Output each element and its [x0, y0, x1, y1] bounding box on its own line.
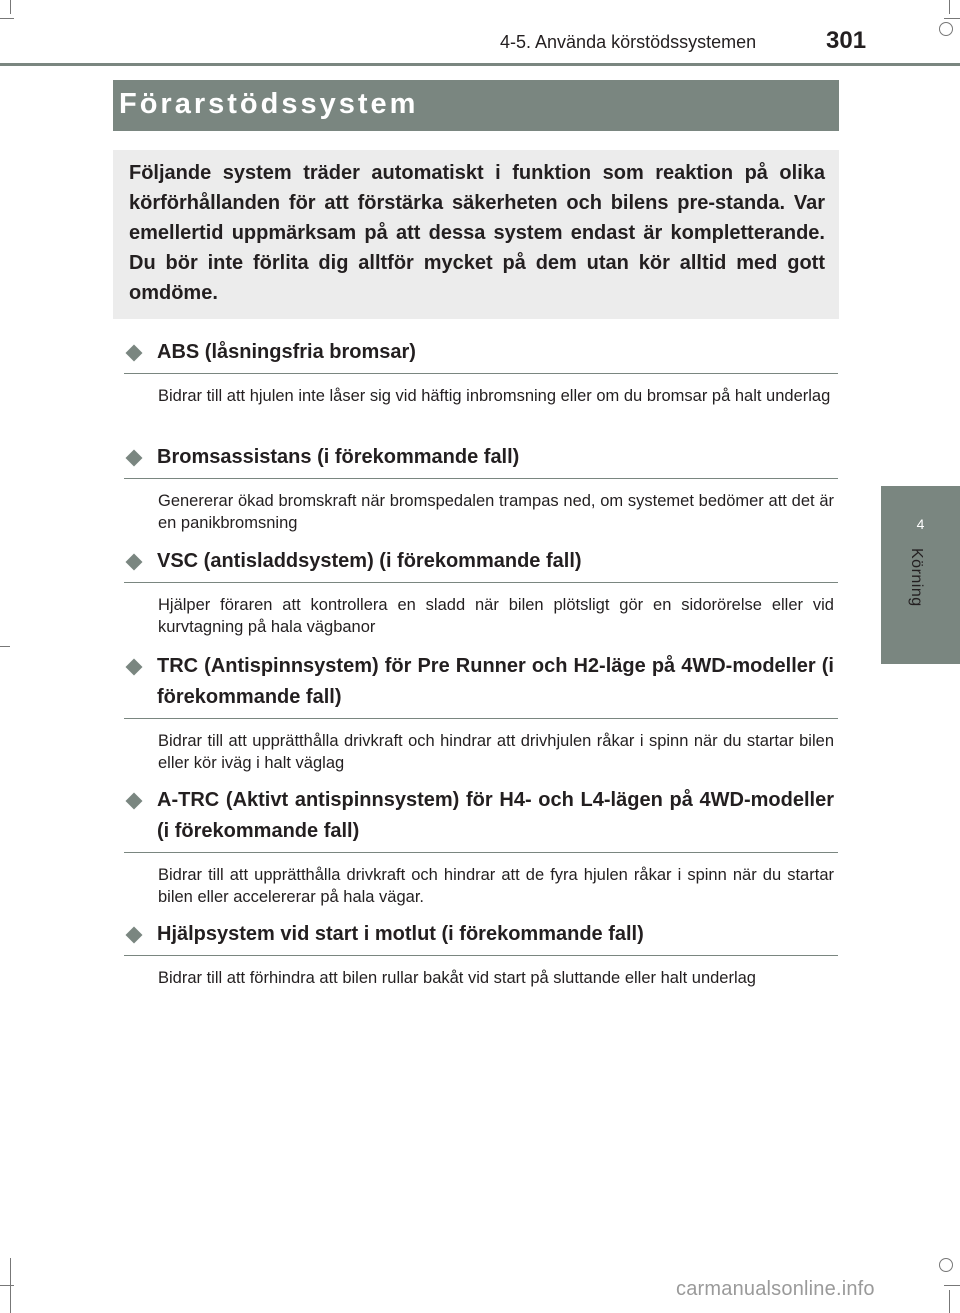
registration-mark — [939, 1258, 953, 1272]
crop-mark — [0, 1285, 14, 1286]
watermark: carmanualsonline.info — [676, 1278, 875, 1300]
feature-heading-text: ABS (låsningsfria bromsar) — [157, 341, 416, 363]
intro-text: Följande system träder automatiskt i funktion som reaktion på olika körförhållanden för att förstärka säkerheten och bilens pre-standa. Var emellertid uppmärksam på att dessa system endast är kompletterande. Du bör inte förlita dig alltför mycket på dem utan kör alltid med gott omdöme. — [129, 162, 825, 304]
feature-heading — [124, 651, 838, 713]
crop-mark — [949, 0, 950, 14]
heading-rule — [124, 582, 838, 583]
chapter-number: 4 — [916, 516, 925, 532]
diamond-bullet-icon — [126, 659, 142, 675]
crop-mark — [944, 18, 960, 19]
heading-rule — [124, 373, 838, 374]
section-title-bar — [113, 80, 839, 131]
diamond-bullet-icon — [126, 927, 142, 943]
diamond-bullet-icon — [126, 554, 142, 570]
feature-item-abs — [124, 337, 838, 407]
crop-mark — [0, 18, 14, 19]
running-header-section: 4-5. Använda körstödssystemen — [500, 32, 757, 52]
feature-description: Bidrar till att upprätthålla drivkraft och hindrar att de fyra hjulen råkar i spinn när du startar bilen eller accelererar på hala vägar. — [158, 866, 834, 906]
feature-heading-text: Hjälpsystem vid start i motlut (i förekommande fall) — [157, 923, 644, 945]
registration-mark — [939, 22, 953, 36]
feature-item-vsc — [124, 546, 838, 638]
heading-rule — [124, 852, 838, 853]
crop-mark — [0, 646, 10, 647]
heading-rule — [124, 718, 838, 719]
diamond-bullet-icon — [126, 793, 142, 809]
feature-description: Genererar ökad bromskraft när bromspedalen trampas ned, om systemet bedömer att det är en panikbromsning — [158, 492, 834, 532]
feature-description: Hjälper föraren att kontrollera en sladd när bilen plötsligt gör en sidorörelse eller vid kurvtagning på hala vägbanor — [158, 596, 834, 636]
heading-rule — [124, 478, 838, 479]
feature-item-hill-start — [124, 919, 838, 989]
page-number: 301 — [826, 27, 867, 54]
feature-item-trc — [124, 651, 838, 774]
feature-heading — [124, 337, 838, 368]
feature-item-brake-assist — [124, 442, 838, 534]
feature-heading — [124, 919, 838, 950]
intro-box — [113, 150, 839, 319]
feature-heading-text: VSC (antisladdsystem) (i förekommande fall) — [157, 550, 582, 572]
chapter-label: Körning — [908, 548, 925, 607]
crop-mark — [10, 0, 11, 14]
feature-description: Bidrar till att förhindra att bilen rullar bakåt vid start på sluttande eller halt underlag — [158, 969, 756, 987]
crop-mark — [949, 1290, 950, 1313]
feature-heading — [124, 442, 838, 473]
feature-item-a-trc — [124, 785, 838, 908]
feature-heading — [124, 546, 838, 577]
feature-description: Bidrar till att hjulen inte låser sig vid häftig inbromsning eller om du bromsar på halt underlag — [158, 387, 831, 405]
feature-heading-text: TRC (Antispinnsystem) för Pre Runner och H2-läge på 4WD-modeller (i förekommande fall) — [157, 655, 834, 708]
feature-heading — [124, 785, 838, 847]
header-rule — [0, 63, 960, 66]
diamond-bullet-icon — [126, 345, 142, 361]
feature-heading-text: A-TRC (Aktivt antispinnsystem) för H4- och L4-lägen på 4WD-modeller (i förekommande fall) — [157, 789, 834, 842]
feature-heading-text: Bromsassistans (i förekommande fall) — [157, 446, 520, 468]
diamond-bullet-icon — [126, 450, 142, 466]
heading-rule — [124, 955, 838, 956]
section-title: Förarstödssystem — [119, 88, 419, 120]
chapter-tab — [881, 486, 960, 664]
feature-description: Bidrar till att upprätthålla drivkraft och hindrar att drivhjulen råkar i spinn när du startar bilen eller kör iväg i halt väglag — [158, 732, 834, 772]
crop-mark — [944, 1285, 960, 1286]
